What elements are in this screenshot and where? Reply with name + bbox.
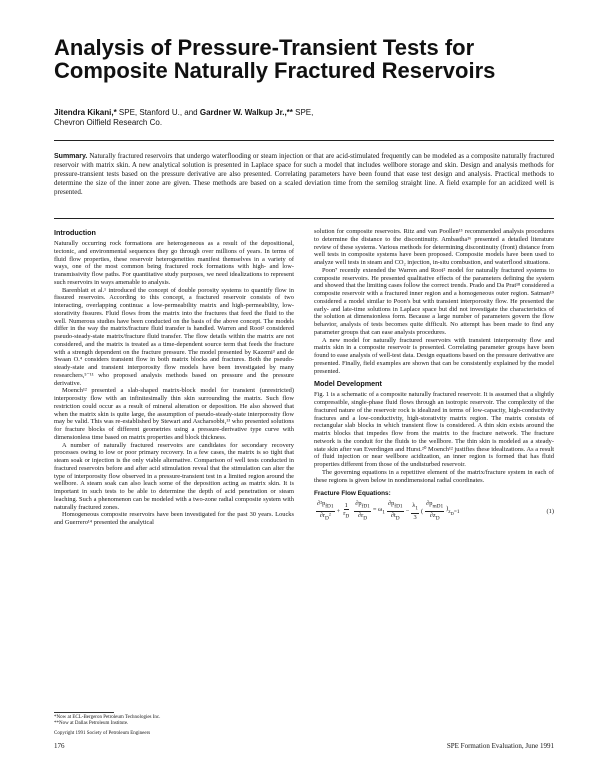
model-paragraph-1: Fig. 1 is a schematic of a composite naturally fractured reservoir. It is assumed that a slightly compressible, single-phase fluid flows through an isotropic reservoir. The complexity of the fractured nature of the reservoir rock is idealized in terms of low-capacity, high-conductivity fractures and a low-conductivity, high-storativity matrix region. The matrix consists of rectangular slab blocks in which transient flow is considered. A thin skin exists around the matrix blocks that impedes flow from the matrix to the fracture network. The fracture network is the conduit for the fluids to the wellbore. The thin skin is modeled as a steady-state skin after van Everdingen and Hurst.²⁰ Moench¹² justifies these idealizations. As a result of fluid injection or near wellbore acidization, an inner region is formed that has fluid properties different from those of the undisturbed reservoir. [314, 391, 554, 468]
equation-1: $\frac{\partial^2p_{fD1}}{\partial r_D^2}$ + $\frac{1}{r_D}$ $\frac{\partial p_{fD1}}{\partial r_D}$ = $\omega_1$ $\frac{\partial p_{fD1}}{\partial t_D}$ − $\frac{\lambda_1}{3}$ ( $\frac{\partial p_{mD1}}{\partial z_D}$ )$_{z_D=1}$ (1) [317, 500, 554, 522]
introduction-heading: Introduction [54, 228, 96, 237]
page-number: 176 [54, 742, 65, 750]
summary-text: Naturally fractured reservoirs that undergo waterflooding or steam injection or that are acid-stimulated frequently can be modeled as a composite naturally fractured reservoir with matrix skin. A new analytical solution is presented in Laplace space for such a model that includes wellbore storage and skin. Design and analysis methods for pressure-transient tests based on the pressure derivative are also presented. Correlating parameters have been found that ease test design and analysis. Practical methods to determine the size of the inner zone are given. These methods are based on a scaled deviation time from the semilog straight line. A field example for an acidized well is presented. [54, 152, 554, 196]
footnote-1: *Now at ECL-Bergeron Petroleum Technologies Inc. [54, 715, 161, 720]
equation-number: (1) [546, 507, 554, 515]
intro-paragraph-3: Moench¹² presented a slab-shaped matrix-block model for transient (unrestricted) interporosity flow with an infinitesimally thin skin surrounding the matrix. Such flow restriction could occur as a result of mineral alteration or deposition. He also showed that when the matrix skin is quite large, the assumption of pseudo-steady-state interporosity flow may be valid. This was re-established by Stewart and Ascharsobbi,¹³ who presented solutions for fracture blocks of different geometries using a pressure-derivative type curve with dimensionless time based on matrix properties and block thickness. [54, 387, 294, 441]
model-paragraph-2: The governing equations in a repetitive element of the matrix/fracture system in each of these regions is given below in nondimensional radial coordinates. [314, 468, 554, 484]
author-block [54, 108, 554, 128]
summary-divider [54, 218, 554, 219]
footnote-rule [54, 712, 114, 713]
footnotes [54, 712, 294, 737]
right-paragraph-2: Poon⁷ recently extended the Warren and Root² model for naturally fractured systems to composite reservoirs. He presented qualitative effects of the parameters defining the system and showed that the limiting cases follow the correct trends. Prado and Da Prat¹⁸ considered a composite reservoir with a fractured inner region and a homogeneous outer region. Satman¹⁹ considered a model similar to Poon's but with transient interporosity flow. He presented the early- and late-time solutions in Laplace space but did not investigate the characteristics of the solution at dimensionless form. Because a large number of parameters govern the flow behavior, analysis of tests becomes quite difficult. No attempt has been made to find any parameter groups that can ease analysis procedures. [314, 266, 554, 336]
author-1-name: Jitendra Kikani,* [54, 108, 117, 117]
summary-abstract [54, 152, 554, 197]
right-column [314, 224, 554, 734]
author-2-affiliation: SPE, [292, 108, 314, 117]
paper-title: Analysis of Pressure-Transient Tests for Composite Naturally Fractured Reservoirs [54, 35, 496, 83]
intro-paragraph-4: A number of naturally fractured reservoirs are candidates for secondary recovery processes owing to low or poor primary recovery. In a few cases, the matrix is so tight that steam soak or injection is the only viable alternative. Comparison of well tests conducted in fractured reservoirs before and after acid stimulation reveal that the stimulation can alter the type of interporosity flow observed in a pressure-transient test in a limited region around the wellbore. A steam soak can also leach some of the deposition acting as matrix skin. It is important in such tests to be able to determine the depth of acid penetration or steam leaching. Such a phenomenon can be modeled with a two-zone radial composite system with naturally fractured zones. [54, 441, 294, 511]
footnote-2: **Now at Dallas Petroleum Institute. [54, 721, 129, 727]
intro-paragraph-5: Homogeneous composite reservoirs have been investigated for the past 30 years. Loucks and Guerrero¹⁴ presented the analytical [54, 511, 294, 526]
author-2-name: Gardner W. Walkup Jr.,** [199, 108, 293, 117]
right-paragraph-1: solution for composite reservoirs. Ritz and van Poollen¹⁵ recommended analysis procedures to determine the distance to the discontinuity. Ambastha¹⁶ presented a detailed literature review of these systems. Various methods for determining discontinuity (front) distance from well tests in composite systems have been proposed. Composite models have been used to analyze well tests in steam and CO₂ injection, in-situ combustion, and waterflood situations. [314, 228, 554, 266]
left-column [54, 224, 294, 734]
copyright-notice: Copyright 1991 Society of Petroleum Engineers [54, 730, 151, 736]
author-organization: Chevron Oilfield Research Co. [54, 118, 163, 127]
author-1-affiliation: SPE, Stanford U., and [116, 108, 200, 117]
summary-label: Summary. [54, 153, 88, 160]
journal-footer: SPE Formation Evaluation, June 1991 [446, 742, 554, 750]
intro-paragraph-1: Naturally occurring rock formations are heterogeneous as a result of the depositional, tectonic, and environmental sequences they go through over millions of years. In terms of fluid flow properties, these reservoir heterogeneities manifest themselves in a variety of ways, one of the most common being fractured rock formations with high- and low-transmissivity flow paths. For quantitative study purposes, we need idealizations to represent such reservoirs in ways amenable to analysis. [54, 240, 294, 286]
title-divider [54, 140, 554, 141]
intro-paragraph-2: Barenblatt et al.¹ introduced the concept of double porosity systems to quantify flow in fissured reservoirs. According to this concept, a fractured reservoir consists of two interacting, overlapping continua: a low-permeability matrix and high-permeability, low-storativity fissures. Fluid flows from the matrix into the fractures that feed the fluid to the well. Numerous studies have been conducted on the basis of the above concept. The models differ in the way the matrix/fracture fluid transfer is handled. Warren and Root² considered pseudo-steady-state matrix/fracture fluid transfer. The flow details within the matrix are not considered, and the matrix is treated as a time-dependent source term that feeds the fracture with a strength dependent on the fracture pressure. The model presented by Kazemi³ and de Swaan O.⁴ considers transient flow in both matrix blocks and fractures. Both the pseudo-steady-state and transient interporosity flow models have been investigated by many researchers,⁵⁻¹¹ who proposed analysis methods based on pressure and the pressure derivative. [54, 286, 294, 387]
model-development-heading: Model Development [314, 379, 382, 389]
right-paragraph-3: A new model for naturally fractured reservoirs with transient interporosity flow and matrix skin in a composite reservoir is presented. Correlating parameter groups have been found to ease analysis of well-test data. Design equations based on the pressure derivative are presented. Finally, field examples are shown that can be consistently explained by the model presented. [314, 336, 554, 375]
equation-label: Fracture Flow Equations: [314, 490, 391, 498]
